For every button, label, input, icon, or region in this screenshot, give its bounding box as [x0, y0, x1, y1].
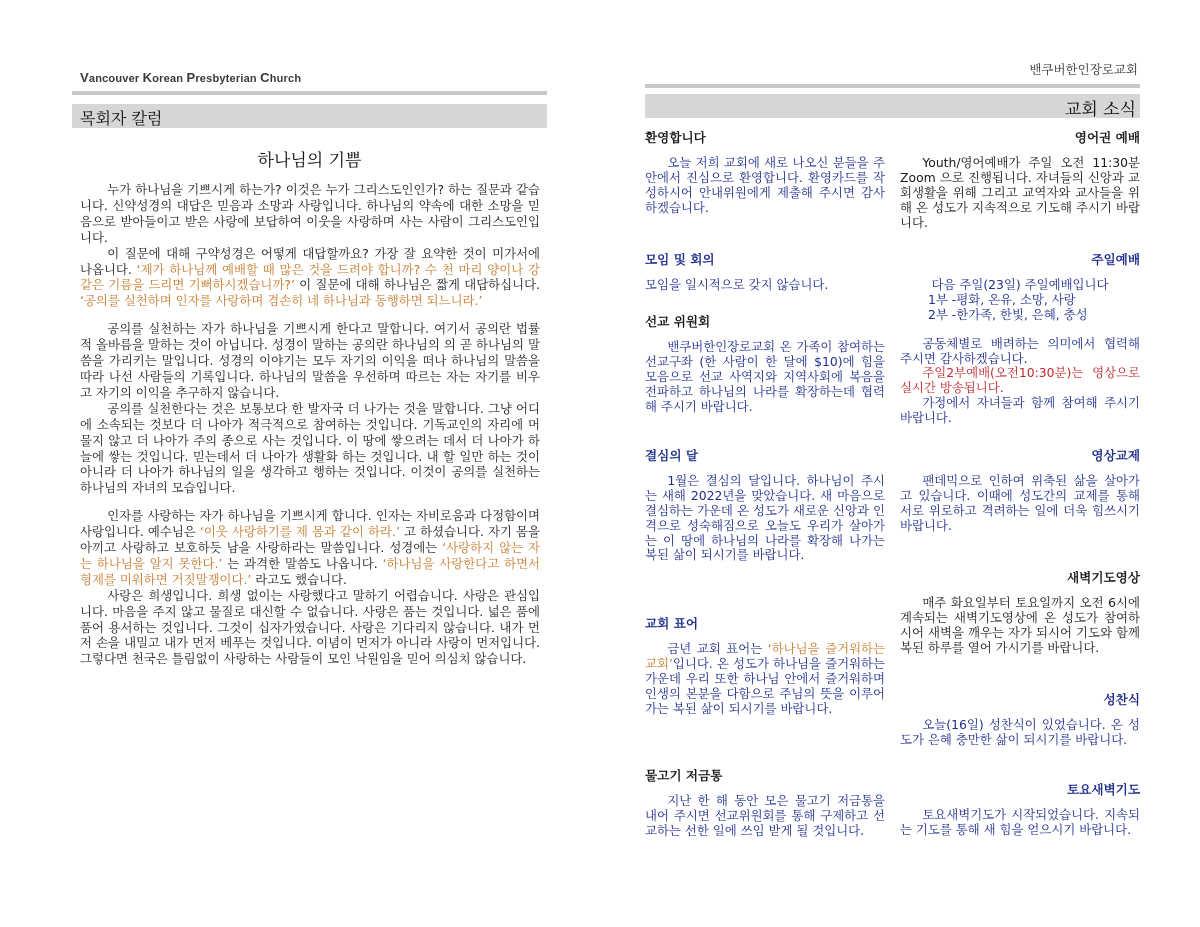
column-title: 하나님의 기쁨 [257, 151, 362, 171]
section-bar [72, 104, 547, 128]
scripture-quote: ‘제가 하나님께 예배할 때 많은 것을 드려야 합니까? 수 천 마리 양이나 강 같은 기름을 드리면 기뻐하시겠습니까?’ [80, 261, 540, 293]
section-title: 목회자 칼럼 [80, 109, 163, 128]
scripture-quote: ‘사랑하지 않는 자는 하나님을 알지 못한다.’ [80, 540, 540, 571]
news-item-sunday-service: 주일예배 다음 주일(23일) 주일예배입니다 1부 -평화, 온유, 소망, 사랑 2부 -한가족, 한빛, 은혜, 충성 공동체별로 배려하는 의미에서 협력해 주시면 감사하겠습니다. 주일2부예배(오전10:30분)는 영상으로 실시간 방송됩니다. 가정에서 자녀들과 함께 참여해 주시기 바랍니다. [900, 252, 1140, 426]
section-title: 교회 소식 [1064, 100, 1136, 120]
news-item-video-fellowship: 영상교제 팬데믹으로 인하여 위축된 삶을 살아가고 있습니다. 이때에 성도간의 교제를 통해 서로 위로하고 격려하는 일에 더욱 힘쓰시기 바랍니다. [900, 448, 1140, 533]
news-item-meetings: 모임 및 회의 모임을 일시적으로 갖지 않습니다. [645, 252, 829, 292]
paragraph: 인자를 사랑하는 자가 하나님을 기쁘시게 합니다. 인자는 자비로움과 다정함이며 사랑입니다. 예수님은 ‘이웃 사랑하기를 제 몸과 같이 하라.’ 고 하셨습니다. 자기 몸을 아끼고 사랑하고 보호하듯 남을 사랑하라는 말씀입니다. 성경에는 ‘사랑하지 않는 자는 하나님을 알지 못한다.’ 는 과격한 말씀도 나옵니다. ‘하나님을 사랑한다고 하면서 형제를 미워하면 거짓말쟁이다.’ 라고도 했습니다. [80, 508, 541, 587]
news-item-resolution-month: 결심의 달 1월은 결심의 달입니다. 하나님이 주시는 새해 2022년을 맞았습니다. 새 마음으로 결심하는 가운데 온 성도가 새로운 신앙과 인격으로 성숙해짐으로 오늘도 우리가 살아가는 이 땅에 하나님의 나라를 확장해 나가는 복된 삶이 되시기를 바랍니다. [645, 448, 885, 563]
paragraph: 누가 하나님을 기쁘시게 하는가? 이것은 누가 그리스도인인가? 하는 질문과 같습니다. 신약성경의 대답은 믿음과 소망과 사랑입니다. 하나님의 약속에 대한 소망을 믿음으로 받아들이고 받은 사랑에 보답하여 이웃을 사랑하며 사는 사람이 그리스도인입니다. [80, 182, 540, 245]
news-item-saturday-dawn-prayer: 토요새벽기도 토요새벽기도가 시작되었습니다. 지속되는 기도를 통해 새 힘을 얻으시기 바랍니다. [900, 782, 1140, 837]
pastor-column-body [80, 182, 540, 667]
section-bar [645, 94, 1140, 118]
paragraph: 공의를 실천한다는 것은 보통보다 한 발자국 더 나가는 것을 말합니다. 그냥 어디에 소속되는 것보다 더 나아가 적극적으로 참여하는 것입니다. 기독교인의 자리에 머물지 않고 더 나아가 주의 종으로 사는 것입니다. 이 땅에 쌓으려는 데서 더 나아가 하늘에 쌓는 것입니다. 믿는데서 더 나아가 생활화 하는 것입니다. 내 할 일만 하는 것이 아니라 더 나아가 하나님의 일을 생각하고 행하는 것입니다. 이것이 공의를 실천하는 하나님의 자녀의 모습입니다. [80, 400, 540, 496]
scripture-quote: ‘하나님을 사랑한다고 하면서 형제를 미워하면 거짓말쟁이다.’ [80, 555, 541, 587]
header-rule [645, 84, 1140, 88]
news-item-mission: 선교 위원회 밴쿠버한인장로교회 온 가족이 참여하는 선교구좌 (한 사람이 한 달에 $10)에 힘을 모음으로 선교 사역지와 지역사회에 복음을 전파하고 하나님의 나라를 확장하는데 협력해 주시기 바랍니다. [645, 314, 885, 414]
paragraph: 사랑은 희생입니다. 희생 없이는 사랑했다고 말하기 어렵습니다. 사랑은 관심입니다. 마음을 주지 않고 물질로 대신할 수 없습니다. 사랑은 품는 것입니다. 넓은 품에 품어 용서하는 것입니다. 그것이 십자가였습니다. 사랑은 기다리지 않습니다. 내가 먼저 손을 내밀고 내가 먼저 베푸는 것입니다. 이념이 먼저가 아니라 사랑이 먼저입니다. 그렇다면 천국은 틀림없이 사랑하는 사람들이 모인 낙원임을 믿어 의심치 않습니다. [80, 587, 540, 667]
news-item-welcome: 환영합니다 오늘 저희 교회에 새로 나오신 분들을 주 안에서 진심으로 환영합니다. 환영카드를 작성하시어 안내위원에게 제출해 주시면 감사하겠습니다. [645, 130, 885, 215]
paragraph: 공의를 실천하는 자가 하나님을 기쁘시게 한다고 말합니다. 여기서 공의란 법률적 올바름을 말하는 것이 아닙니다. 성경이 말하는 공의란 하나님의 의 곧 하나님의 말씀을 가리키는 말입니다. 성경의 이야기는 모두 자기의 이익을 떠나 하나님의 말씀을 따라 나선 사람들의 기록입니다. 하나님의 말씀을 우선하며 따르는 자는 자기를 비우고 자기의 이익을 추구하지 않습니다. [80, 321, 540, 400]
church-name-korean: 밴쿠버한인장로교회 [1029, 62, 1138, 77]
right-page [600, 0, 1200, 927]
header-rule [72, 91, 547, 95]
scripture-quote: ‘공의를 실천하며 인자를 사랑하며 겸손히 네 하나님과 동행하면 되느니라.’ [80, 293, 483, 309]
news-item-church-motto: 교회 표어 금년 교회 표어는 ‘하나님을 즐거워하는 교회’입니다. 온 성도가 하나님을 즐거워하는 가운데 우리 또한 하나님 안에서 즐거워하며 인생의 본분을 다함으로 주님의 뜻을 이루어가는 복된 삶이 되시기를 바랍니다. [645, 616, 885, 716]
church-name-english: Vancouver Korean Presbyterian Church [80, 70, 302, 85]
news-item-communion: 성찬식 오늘(16일) 성찬식이 있었습니다. 온 성도가 은혜 충만한 삶이 되시기를 바랍니다. [900, 692, 1140, 747]
scripture-quote: ‘이웃 사랑하기를 제 몸과 같이 하라.’ [199, 524, 400, 540]
news-item-fish-bank: 물고기 저금통 지난 한 해 동안 모은 물고기 저금통을 내어 주시면 선교위원회를 통해 구제하고 선교하는 선한 일에 쓰임 받게 될 것입니다. [645, 768, 885, 838]
paragraph: 이 질문에 대해 구약성경은 어떻게 대답할까요? 가장 잘 요약한 것이 미가서에 나옵니다. ‘제가 하나님께 예배할 때 많은 것을 드려야 합니까? 수 천 마리 양이나 강 같은 기름을 드리면 기뻐하시겠습니까?’ 이 질문에 대해 하나님은 짧게 대답하십니다. ‘공의를 실천하며 인자를 사랑하며 겸손히 네 하나님과 동행하면 되느니라.’ [80, 245, 540, 309]
news-item-english-service: 영어권 예배 Youth/영어예배가 주일 오전 11:30분 Zoom 으로 진행됩니다. 자녀들의 신앙과 교회생활을 위해 그리고 교역자와 교사들을 위해 온 성도가 지속적으로 기도해 주시기 바랍니다. [900, 130, 1140, 230]
news-item-dawn-prayer-video: 새벽기도영상 매주 화요일부터 토요일까지 오전 6시에 계속되는 새벽기도영상에 온 성도가 참여하시어 새벽을 깨우는 자가 되시어 기도와 함께 복된 하루를 열어 가시기를 바랍니다. [900, 570, 1140, 655]
